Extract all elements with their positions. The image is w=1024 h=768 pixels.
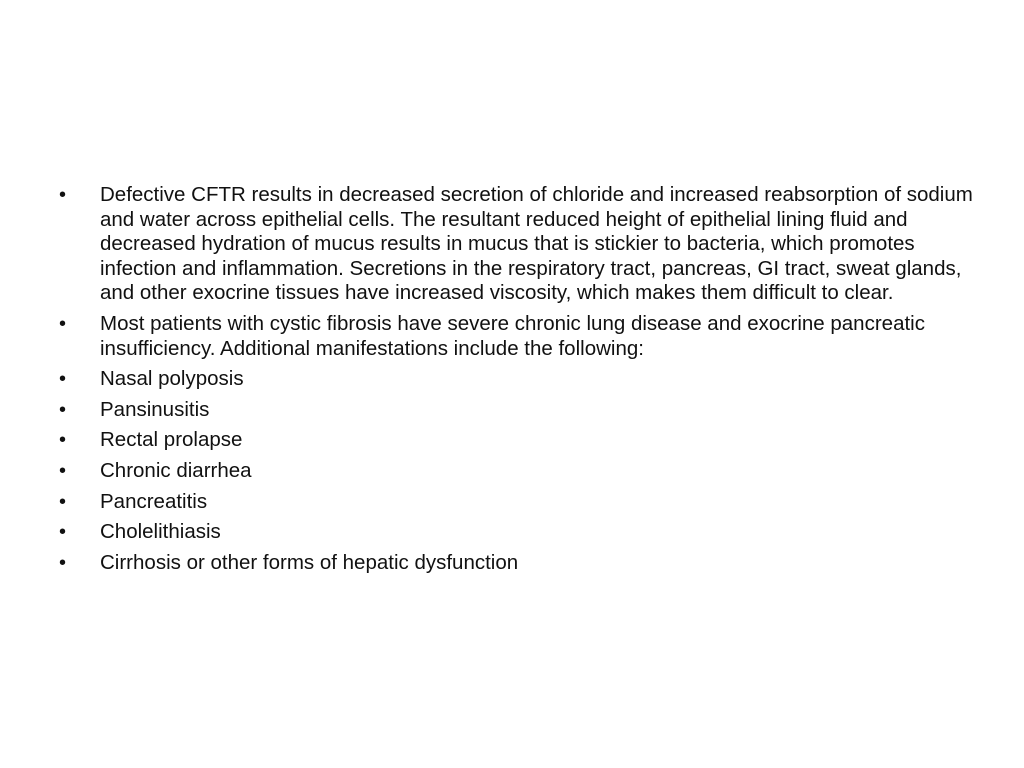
- bullet-dot-icon: •: [59, 521, 67, 544]
- bullet-text: Cholelithiasis: [100, 520, 221, 544]
- bullet-item-patients: [56, 312, 976, 361]
- bullet-dot-icon: •: [59, 312, 67, 335]
- bullet-item-rectal-prolapse: [56, 428, 976, 453]
- bullet-item-nasal-polyposis: [56, 367, 976, 392]
- bullet-item-cholelithiasis: [56, 520, 976, 545]
- bullet-text: Defective CFTR results in decreased secretion of chloride and increased reabsorption of sodium and water across epithelial cells. The resultant reduced height of epithelial lining fluid and decreased hydration of mucus results in mucus that is stickier to bacteria, which promotes infection and inflammation. Secretions in the respiratory tract, pancreas, GI tract, sweat glands, and other exocrine tissues have increased viscosity, which makes them difficult to clear.: [100, 183, 973, 305]
- bullet-item-pansinusitis: [56, 398, 976, 423]
- bullet-item-chronic-diarrhea: [56, 459, 976, 484]
- bullet-dot-icon: •: [59, 398, 67, 421]
- bullet-text: Pancreatitis: [100, 489, 208, 513]
- bullet-dot-icon: •: [59, 429, 67, 452]
- bullet-text: Pansinusitis: [100, 397, 210, 421]
- bullet-item-pancreatitis: [56, 490, 976, 515]
- bullet-item-cftr-mechanism: [56, 183, 976, 306]
- bullet-text: Rectal prolapse: [100, 428, 243, 452]
- bullet-text: Cirrhosis or other forms of hepatic dysfunction: [100, 550, 519, 574]
- bullet-dot-icon: •: [59, 551, 67, 574]
- bullet-dot-icon: •: [59, 368, 67, 391]
- bullet-list: [56, 183, 976, 581]
- bullet-text: Chronic diarrhea: [100, 458, 252, 482]
- bullet-dot-icon: •: [59, 184, 67, 206]
- bullet-item-cirrhosis: [56, 551, 976, 576]
- bullet-dot-icon: •: [59, 490, 67, 513]
- bullet-text: Most patients with cystic fibrosis have severe chronic lung disease and exocrine pancreatic insufficiency. Additional manifestations include the following:: [100, 311, 925, 360]
- bullet-dot-icon: •: [59, 459, 67, 482]
- bullet-text: Nasal polyposis: [100, 367, 244, 391]
